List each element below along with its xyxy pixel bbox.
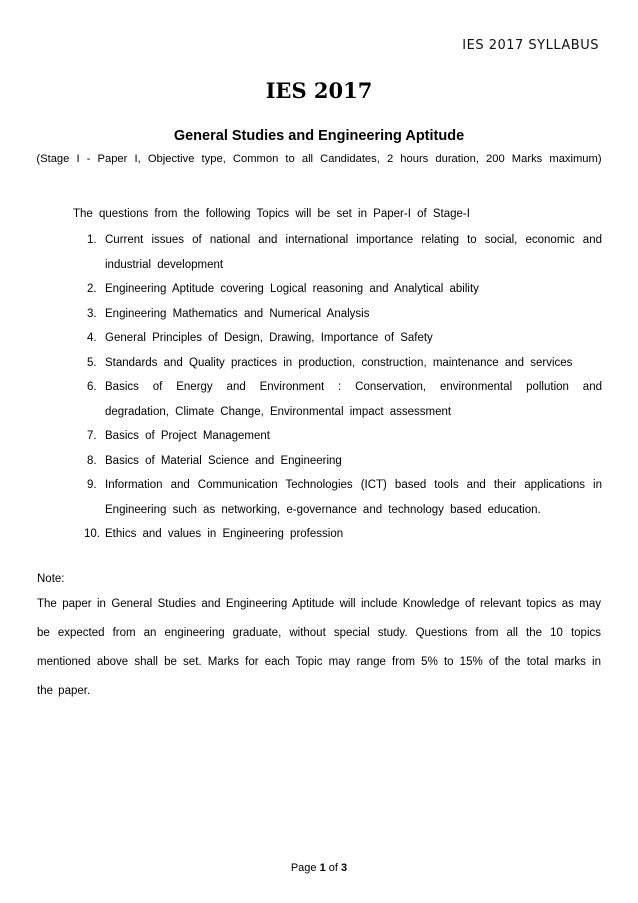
page-number: 1 <box>319 862 326 874</box>
topic-item <box>87 228 602 277</box>
topic-text: Current issues of national and international importance relating to social, economic and industrial development <box>105 234 602 271</box>
topic-item <box>84 522 602 547</box>
topic-text: Engineering Aptitude covering Logical reasoning and Analytical ability <box>105 283 479 295</box>
topic-number: 7. <box>87 430 97 442</box>
topic-item <box>87 424 602 449</box>
topic-text: General Principles of Design, Drawing, Importance of Safety <box>105 332 433 344</box>
topic-item <box>87 326 602 351</box>
topic-item <box>87 302 602 327</box>
topic-text: Information and Communication Technologies (ICT) based tools and their applications in Engineering such as networking, e-governance and technology based education. <box>105 479 602 516</box>
stage-info: (Stage I - Paper I, Objective type, Common to all Candidates, 2 hours duration, 200 Marks maximum) <box>36 153 602 165</box>
topic-number: 2. <box>87 283 97 295</box>
topic-item <box>87 277 602 302</box>
topic-text: Ethics and values in Engineering profession <box>105 528 344 540</box>
note-label: Note: <box>37 573 65 585</box>
topic-text: Basics of Project Management <box>105 430 270 442</box>
topics-intro: The questions from the following Topics will be set in Paper-I of Stage-I <box>73 208 470 220</box>
note-body: The paper in General Studies and Engineering Aptitude will include Knowledge of relevant topics as may be expected from an engineering graduate, without special study. Questions from all the 10 topics mentioned above shall be set. Marks for each Topic may range from 5% to 15% of the total marks in the paper. <box>37 598 601 697</box>
topic-number: 1. <box>87 234 97 246</box>
topic-number: 5. <box>87 356 97 369</box>
topic-list <box>84 228 602 547</box>
topic-item <box>87 449 602 474</box>
topic-number: 4. <box>87 332 97 344</box>
topic-text: Engineering Mathematics and Numerical Analysis <box>105 307 370 320</box>
topic-text: Standards and Quality practices in production, construction, maintenance and services <box>105 356 573 369</box>
page-total: 3 <box>341 862 348 874</box>
topic-number: 9. <box>87 479 97 491</box>
topic-text: Basics of Energy and Environment : Conservation, environmental pollution and degradation, Climate Change, Environmental impact assessment <box>105 381 602 418</box>
topic-number: 10. <box>84 528 100 540</box>
topic-item <box>87 375 602 424</box>
paper-subtitle: General Studies and Engineering Aptitude <box>173 128 465 144</box>
page-word: Page <box>290 862 317 874</box>
topic-text: Basics of Material Science and Engineering <box>105 454 342 467</box>
topic-item <box>87 473 602 522</box>
topic-number: 8. <box>87 454 97 467</box>
of-word: of <box>328 862 338 874</box>
topic-item <box>87 351 602 376</box>
page-footer <box>0 862 638 874</box>
topic-number: 6. <box>87 381 97 393</box>
running-header: IES 2017 SYLLABUS <box>462 38 599 53</box>
document-title: IES 2017 <box>265 78 373 103</box>
topic-number: 3. <box>87 307 97 320</box>
